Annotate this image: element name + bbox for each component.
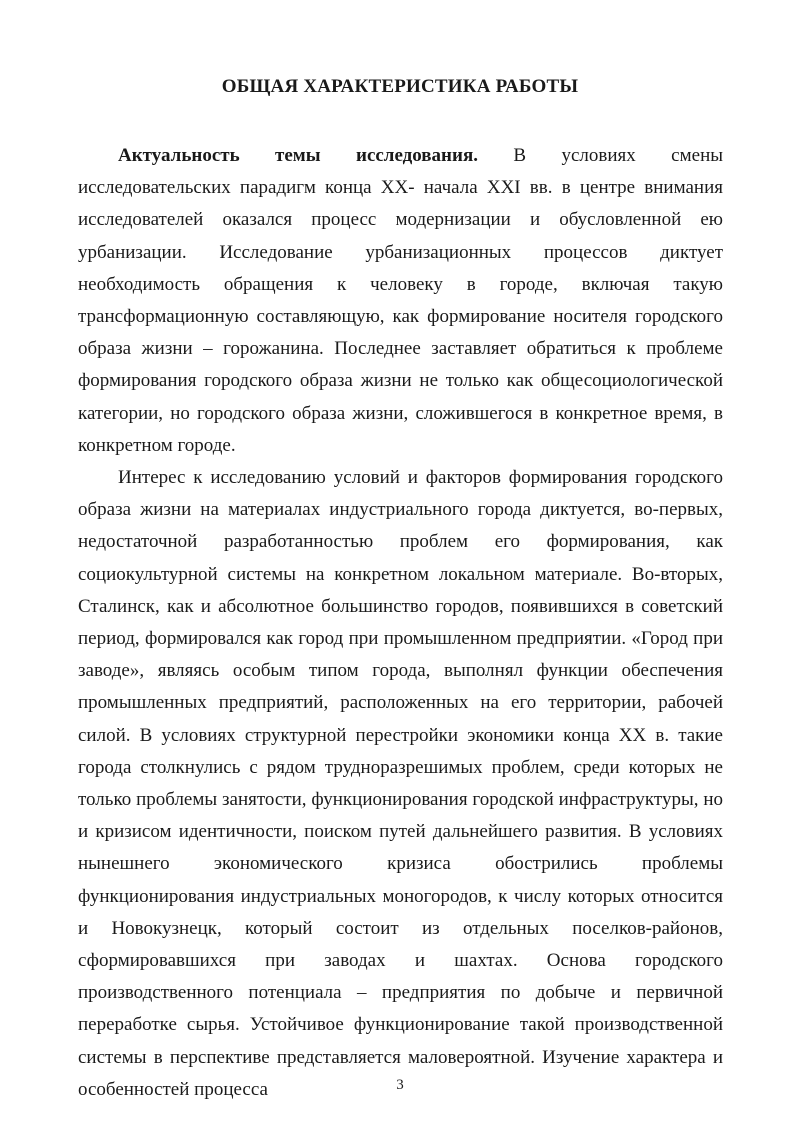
paragraph-text-interest: Интерес к исследованию условий и факторов формирования городского образа жизни на материалах индустриального города диктуется, во-первых, недостаточной разработанностью проблем его формирования, как социокультурной системы на конкретном локальном материале. Во-вторых, Сталинск, как и абсолютное большинство городов, появившихся в советский период, формировался как город при промышленном предприятии. «Город при заводе», являясь особым типом города, выполнял функции обеспечения промышленных предприятий, расположенных на его территории, рабочей силой. В условиях структурной перестройки экономики конца ХХ в. такие города столкнулись с рядом трудноразрешимых проблем, среди которых не только проблемы занятости, функционирования городской инфраструктуры, но и кризисом идентичности, поиском путей дальнейшего развития. В условиях нынешнего экономического кризиса обострились проблемы функционирования индустриальных моногородов, к числу которых относится и Новокузнецк, который состоит из отдельных поселков-районов, сформировавшихся при заводах и шахтах. Основа городского производственного потенциала – предприятия по добыче и первичной переработке сырья. Устойчивое функционирование такой производственной системы в перспективе представляется маловероятной. Изучение характера и особенностей процесса — [78, 467, 723, 1100]
section-heading: ОБЩАЯ ХАРАКТЕРИСТИКА РАБОТЫ — [221, 76, 579, 97]
page-number: 3 — [396, 1077, 404, 1093]
paragraph-text-relevance: В условиях смены исследовательских парадигм конца ХХ- начала ХХI вв. в центре внимания исследователей оказался процесс модернизации и обусловленной ею урбанизации. Исследование урбанизационных процессов диктует необходимость обращения к человеку в городе, включая такую трансформационную составляющую, как формирование носителя городского образа жизни – горожанина. Последнее заставляет обратиться к проблеме формирования городского образа жизни не только как общесоциологической категории, но городского образа жизни, сложившегося в конкретное время, в конкретном городе. — [78, 145, 724, 456]
body-text — [78, 140, 723, 1106]
paragraph-relevance — [78, 140, 723, 462]
paragraph-lead-relevance: Актуальность темы исследования. — [118, 145, 478, 166]
paragraph-interest — [78, 462, 723, 1106]
